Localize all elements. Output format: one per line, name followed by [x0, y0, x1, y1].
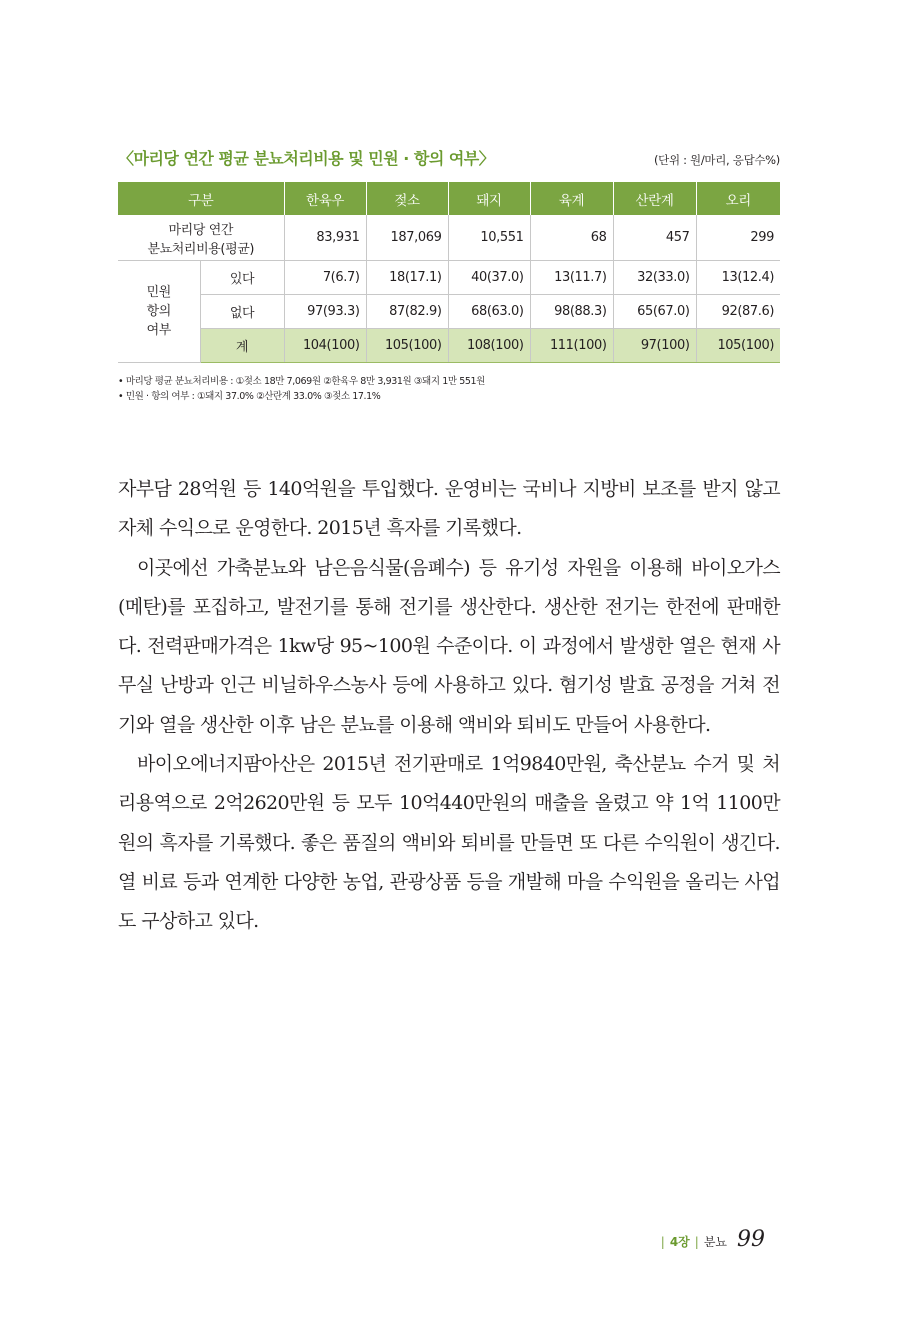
- body-paragraph: 자부담 28억원 등 140억원을 투입했다. 운영비는 국비나 지방비 보조를 받지 않고 자체 수익으로 운영한다. 2015년 흑자를 기록했다.: [118, 478, 780, 540]
- table-cell: 7(6.7): [284, 261, 366, 295]
- table-cell: 457: [613, 215, 696, 261]
- page-footer: [656, 1227, 765, 1252]
- table-caption-row: [118, 146, 780, 172]
- table-cell: 105(100): [366, 329, 448, 363]
- body-paragraph: 이곳에선 가축분뇨와 남은음식물(음폐수) 등 유기성 자원을 이용해 바이오가스(메탄)를 포집하고, 발전기를 통해 전기를 생산한다. 생산한 전기는 한전에 판매한다. 전력판매가격은 1kw당 95~100원 수준이다. 이 과정에서 발생한 열은 현재 사무실 난방과 인근 비닐하우스농사 등에 사용하고 있다. 혐기성 발효 공정을 거쳐 전기와 열을 생산한 이후 남은 분뇨를 이용해 액비와 퇴비도 만들어 사용한다.: [118, 556, 780, 736]
- table-cell: 187,069: [366, 215, 448, 261]
- table-cell: 104(100): [284, 329, 366, 363]
- header-category: 구분: [118, 182, 284, 215]
- table-cell: 18(17.1): [366, 261, 448, 295]
- group-label-line2: 항의: [146, 304, 171, 319]
- table-cell: 111(100): [530, 329, 613, 363]
- footer-chapter: 4장: [669, 1235, 690, 1249]
- footer-section: 분뇨: [703, 1235, 727, 1249]
- row-label-no: 없다: [200, 295, 284, 329]
- page-number: 99: [737, 1227, 765, 1252]
- header-broiler: 육계: [530, 182, 613, 215]
- table-cell: 40(37.0): [448, 261, 530, 295]
- table-cell: 32(33.0): [613, 261, 696, 295]
- cost-row-label: [118, 215, 284, 261]
- table-cell: 65(67.0): [613, 295, 696, 329]
- table-cell: 10,551: [448, 215, 530, 261]
- table-cell: 97(100): [613, 329, 696, 363]
- table-cell: 105(100): [696, 329, 780, 363]
- table-cell: 299: [696, 215, 780, 261]
- table-cell: 108(100): [448, 329, 530, 363]
- group-label-line3: 여부: [146, 323, 171, 338]
- body-text: [118, 470, 780, 942]
- body-paragraph: 바이오에너지팜아산은 2015년 전기판매로 1억9840만원, 축산분뇨 수거 및 처리용역으로 2억2620만원 등 모두 10억440만원의 매출을 올렸고 약 1억 1100만원의 흑자를 기록했다. 좋은 품질의 액비와 퇴비를 만들면 또 다른 수익원이 생긴다. 열 비료 등과 연계한 다양한 농업, 관광상품 등을 개발해 마을 수익원을 올리는 사업도 구상하고 있다.: [118, 753, 780, 933]
- table-cell: 87(82.9): [366, 295, 448, 329]
- table-note: • 민원 · 항의 여부 : ①돼지 37.0% ②산란계 33.0% ③젖소 17.1%: [118, 391, 381, 402]
- header-pig: 돼지: [448, 182, 530, 215]
- table-cell: 83,931: [284, 215, 366, 261]
- header-dairy: 젖소: [366, 182, 448, 215]
- complaint-group-label: [118, 261, 200, 363]
- table-row-yes: [118, 261, 780, 295]
- table-cell: 92(87.6): [696, 295, 780, 329]
- table-cell: 97(93.3): [284, 295, 366, 329]
- group-label-line1: 민원: [146, 285, 171, 300]
- table-notes: [118, 374, 485, 404]
- table-cell: 98(88.3): [530, 295, 613, 329]
- cost-label-line1: 마리당 연간: [168, 222, 234, 238]
- table-note: • 마리당 평균 분뇨처리비용 : ①젖소 18만 7,069원 ②한육우 8만 3,931원 ③돼지 1만 551원: [118, 376, 485, 387]
- header-duck: 오리: [696, 182, 780, 215]
- table-cell: 13(11.7): [530, 261, 613, 295]
- statistics-table: [118, 182, 780, 363]
- table-row-cost: [118, 215, 780, 261]
- table-row-no: [118, 295, 780, 329]
- row-label-total: 계: [200, 329, 284, 363]
- footer-separator: |: [694, 1235, 699, 1249]
- table-cell: 68(63.0): [448, 295, 530, 329]
- table-title: 〈마리당 연간 평균 분뇨처리비용 및 민원 · 항의 여부〉: [118, 149, 495, 168]
- footer-separator: |: [660, 1235, 665, 1249]
- table-unit: (단위 : 원/마리, 응답수%): [653, 153, 780, 167]
- table-header-row: [118, 182, 780, 215]
- row-label-yes: 있다: [200, 261, 284, 295]
- table-cell: 13(12.4): [696, 261, 780, 295]
- header-layer: 산란계: [613, 182, 696, 215]
- table-row-total: [118, 329, 780, 363]
- table-cell: 68: [530, 215, 613, 261]
- header-hanwoo: 한육우: [284, 182, 366, 215]
- cost-label-line2: 분뇨처리비용(평균): [147, 241, 255, 257]
